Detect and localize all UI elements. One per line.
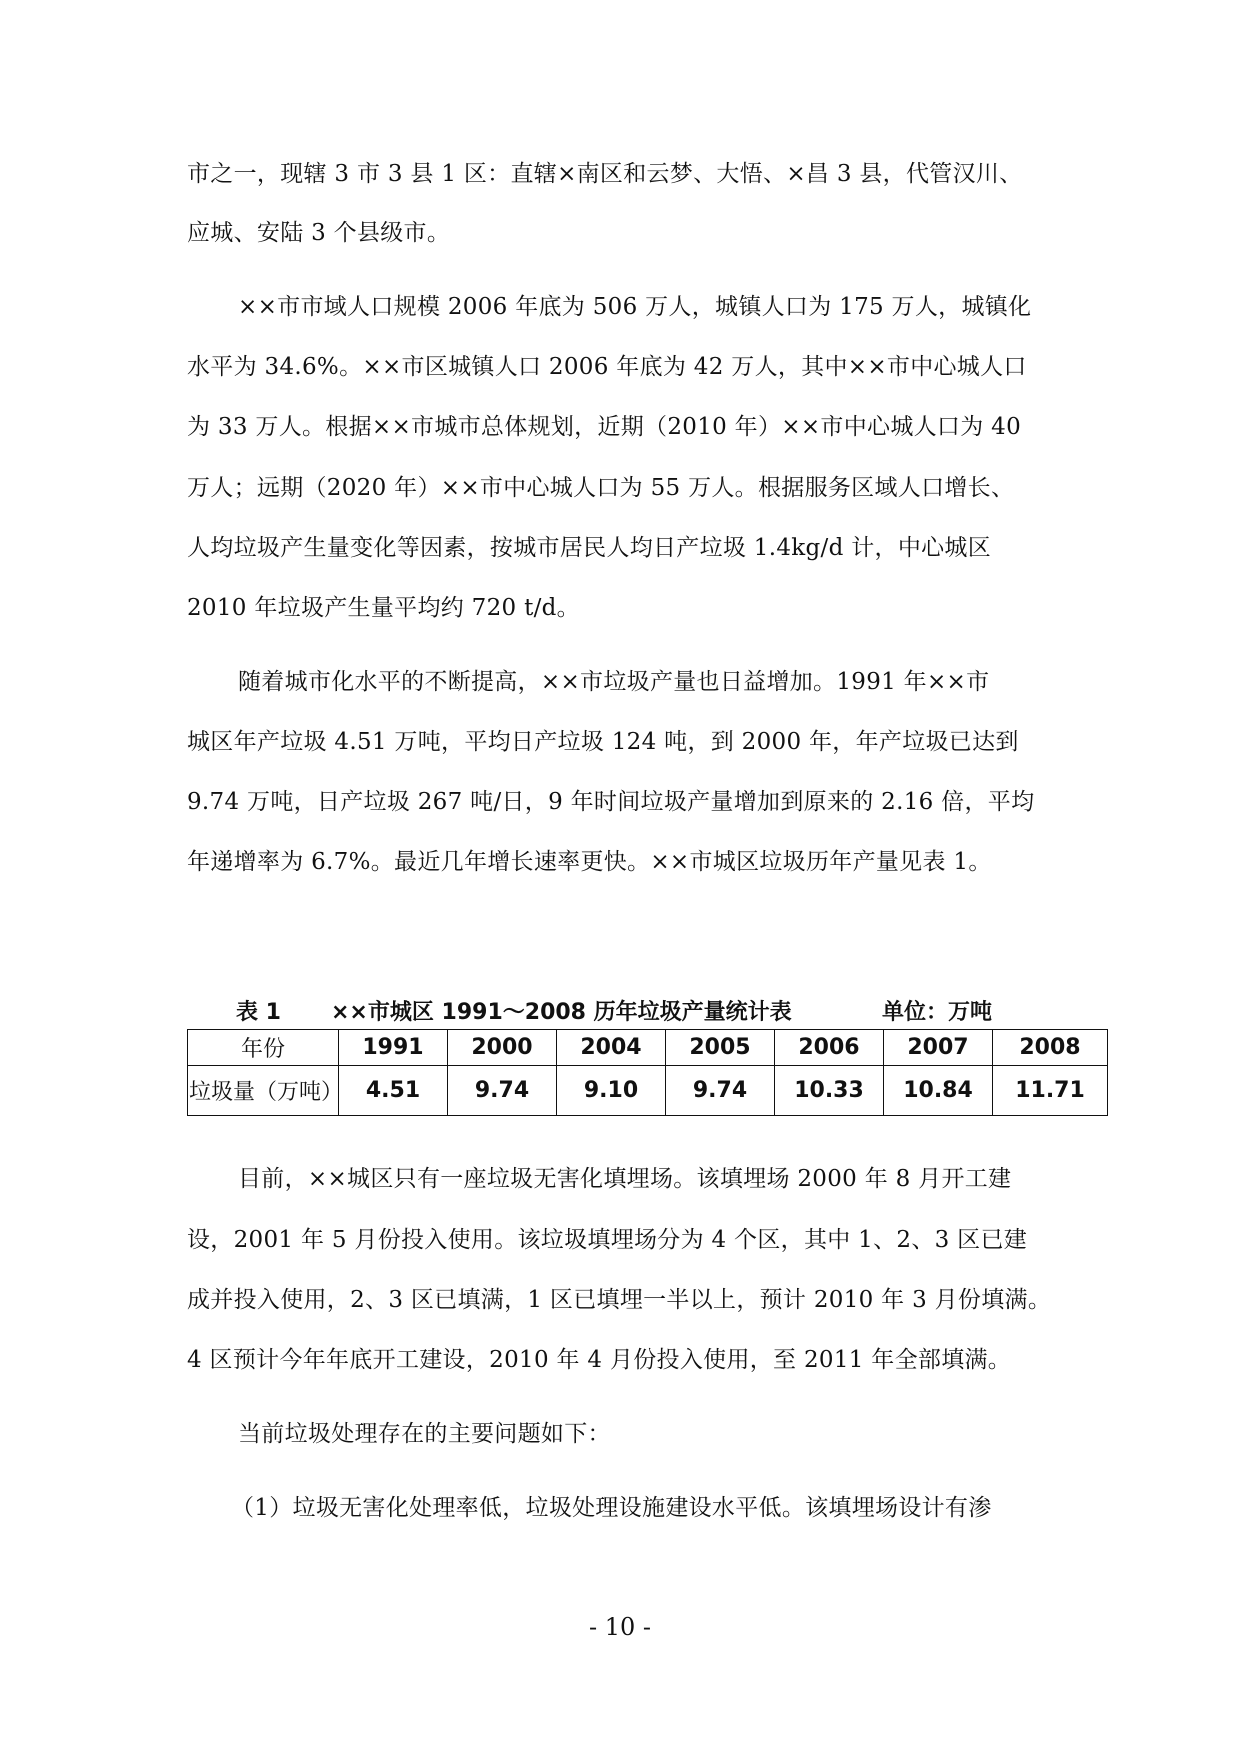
paragraph-2-line-5: 人均垃圾产生量变化等因素，按城市居民人均日产垃圾 1.4kg/d 计，中心城区	[187, 535, 992, 561]
amount-cell: 11.71	[993, 1066, 1108, 1116]
amount-cell: 4.51	[339, 1066, 448, 1116]
waste-output-table	[187, 1029, 1108, 1116]
paragraph-2-line-6: 2010 年垃圾产生量平均约 720 t/d。	[187, 595, 580, 621]
paragraph-4-line-1: 目前，××城区只有一座垃圾无害化填埋场。该填埋场 2000 年 8 月开工建	[238, 1166, 1012, 1192]
paragraph-3-line-3: 9.74 万吨，日产垃圾 267 吨/日，9 年时间垃圾产量增加到原来的 2.16 倍，平均	[187, 789, 1035, 815]
year-cell: 1991	[339, 1030, 448, 1066]
amount-cell: 9.74	[666, 1066, 775, 1116]
year-cell: 2006	[775, 1030, 884, 1066]
paragraph-3-line-2: 城区年产垃圾 4.51 万吨，平均日产垃圾 124 吨，到 2000 年，年产垃圾已达到	[187, 729, 1019, 755]
year-cell: 2000	[448, 1030, 557, 1066]
row-header-amount: 垃圾量（万吨）	[188, 1066, 339, 1116]
table-row-amounts	[188, 1066, 1108, 1116]
paragraph-2-line-3: 为 33 万人。根据××市城市总体规划，近期（2010 年）××市中心城人口为 40	[187, 414, 1021, 440]
paragraph-3-line-1: 随着城市化水平的不断提高，××市垃圾产量也日益增加。1991 年××市	[238, 669, 990, 695]
paragraph-1-line-1: 市之一，现辖 3 市 3 县 1 区：直辖×南区和云梦、大悟、×昌 3 县，代管汉川、	[187, 161, 1023, 187]
paragraph-2-line-4: 万人；远期（2020 年）××市中心城人口为 55 万人。根据服务区域人口增长、	[187, 475, 1015, 501]
paragraph-4-line-3: 成并投入使用，2、3 区已填满，1 区已填埋一半以上，预计 2010 年 3 月份填满。	[187, 1287, 1052, 1313]
year-cell: 2007	[884, 1030, 993, 1066]
paragraph-2-line-2: 水平为 34.6%。××市区城镇人口 2006 年底为 42 万人，其中××市中心城人口	[187, 354, 1027, 380]
year-cell: 2004	[557, 1030, 666, 1066]
paragraph-4-line-4: 4 区预计今年年底开工建设，2010 年 4 月份投入使用，至 2011 年全部填满。	[187, 1347, 1012, 1373]
amount-cell: 10.84	[884, 1066, 993, 1116]
page-number: - 10 -	[588, 1613, 651, 1641]
paragraph-6-line-1: （1）垃圾无害化处理率低，垃圾处理设施建设水平低。该填埋场设计有渗	[231, 1495, 992, 1521]
amount-cell: 10.33	[775, 1066, 884, 1116]
paragraph-3-line-4: 年递增率为 6.7%。最近几年增长速率更快。××市城区垃圾历年产量见表 1。	[187, 849, 992, 875]
table-caption-number: 表 1	[236, 1000, 281, 1025]
year-cell: 2008	[993, 1030, 1108, 1066]
amount-cell: 9.74	[448, 1066, 557, 1116]
table-caption	[236, 998, 1136, 1028]
table-caption-title: ××市城区 1991～2008 历年垃圾产量统计表	[331, 1000, 792, 1025]
paragraph-5-line-1: 当前垃圾处理存在的主要问题如下：	[238, 1421, 611, 1447]
amount-cell: 9.10	[557, 1066, 666, 1116]
row-header-year: 年份	[188, 1030, 339, 1066]
paragraph-4-line-2: 设，2001 年 5 月份投入使用。该垃圾填埋场分为 4 个区，其中 1、2、3 区已建	[187, 1227, 1028, 1253]
table-caption-unit: 单位：万吨	[882, 1000, 993, 1025]
year-cell: 2005	[666, 1030, 775, 1066]
table-row-years	[188, 1030, 1108, 1066]
paragraph-1-line-2: 应城、安陆 3 个县级市。	[187, 220, 451, 246]
paragraph-2-line-1: ××市市域人口规模 2006 年底为 506 万人，城镇人口为 175 万人，城镇化	[238, 294, 1032, 320]
